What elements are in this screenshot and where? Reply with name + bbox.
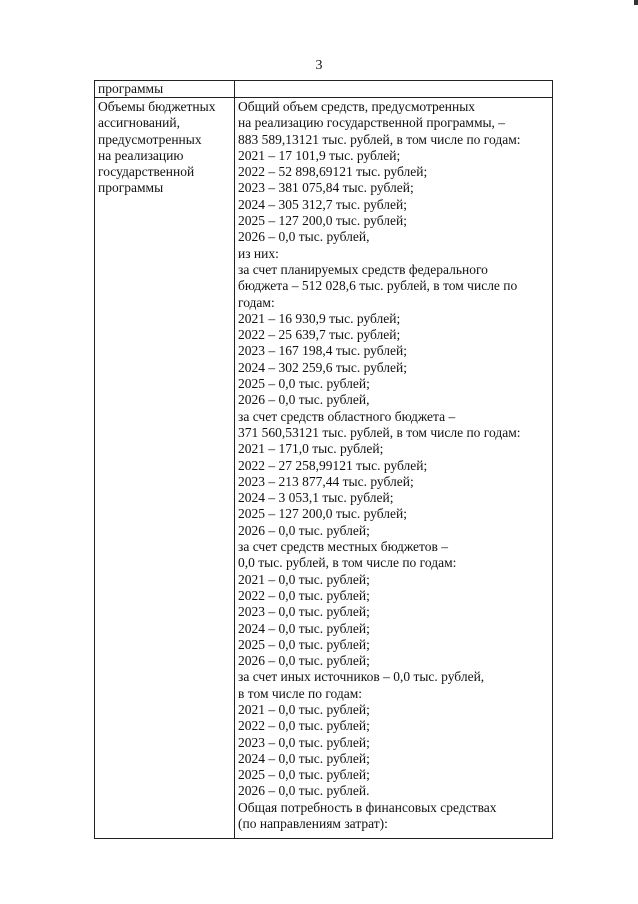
value-cell-budget-details [238, 99, 550, 832]
budget-line-37: в том числе по годам: [238, 685, 363, 701]
page-number: 3 [315, 58, 323, 73]
budget-line-19: 2026 – 0,0 тыс. рублей, [238, 392, 370, 408]
budget-line-3: 883 589,13121 тыс. рублей, в том числе по годам: [238, 131, 521, 147]
budget-line-20: за счет средств областного бюджета – [238, 408, 456, 424]
budget-line-24: 2023 – 213 877,44 тыс. рублей; [238, 473, 414, 489]
budget-line-11: за счет планируемых средств федерального [238, 261, 488, 277]
budget-line-28: за счет средств местных бюджетов – [238, 539, 448, 555]
budget-line-6: 2023 – 381 075,84 тыс. рублей; [238, 180, 414, 196]
label-line-4: на реализацию [98, 147, 184, 163]
budget-line-44: Общая потребность в финансовых средствах [238, 799, 497, 815]
label-line-6: программы [98, 180, 164, 196]
budget-line-7: 2024 – 305 312,7 тыс. рублей; [238, 196, 407, 212]
budget-line-13: годам: [238, 294, 275, 310]
scan-artifact [634, 0, 638, 5]
label-line-3: предусмотренных [98, 131, 202, 147]
budget-line-32: 2023 – 0,0 тыс. рублей; [238, 604, 370, 620]
label-line-2: ассигнований, [98, 115, 180, 131]
program-budget-table [94, 80, 553, 839]
budget-line-39: 2022 – 0,0 тыс. рублей; [238, 718, 370, 734]
budget-line-17: 2024 – 302 259,6 тыс. рублей; [238, 359, 407, 375]
budget-line-35: 2026 – 0,0 тыс. рублей; [238, 653, 370, 669]
budget-line-9: 2026 – 0,0 тыс. рублей, [238, 229, 370, 245]
budget-line-30: 2021 – 0,0 тыс. рублей; [238, 571, 370, 587]
budget-line-2: на реализацию государственной программы, – [238, 115, 506, 131]
budget-line-15: 2022 – 25 639,7 тыс. рублей; [238, 327, 401, 343]
budget-line-29: 0,0 тыс. рублей, в том числе по годам: [238, 555, 457, 571]
budget-line-22: 2021 – 171,0 тыс. рублей; [238, 441, 384, 457]
budget-line-42: 2025 – 0,0 тыс. рублей; [238, 767, 370, 783]
budget-line-36: за счет иных источников – 0,0 тыс. рублей, [238, 669, 485, 685]
header-cell-program: программы [98, 81, 164, 96]
column-divider [234, 81, 235, 838]
budget-line-14: 2021 – 16 930,9 тыс. рублей; [238, 310, 401, 326]
budget-line-12: бюджета – 512 028,6 тыс. рублей, в том числе по [238, 278, 518, 294]
budget-line-16: 2023 – 167 198,4 тыс. рублей; [238, 343, 407, 359]
label-line-5: государственной [98, 164, 195, 180]
budget-line-27: 2026 – 0,0 тыс. рублей; [238, 522, 370, 538]
budget-line-8: 2025 – 127 200,0 тыс. рублей; [238, 213, 407, 229]
budget-line-26: 2025 – 127 200,0 тыс. рублей; [238, 506, 407, 522]
table-header-row [95, 81, 552, 98]
budget-line-43: 2026 – 0,0 тыс. рублей. [238, 783, 370, 799]
budget-line-31: 2022 – 0,0 тыс. рублей; [238, 587, 370, 603]
label-line-1: Объемы бюджетных [98, 99, 216, 114]
label-cell-budget-allocations [98, 99, 232, 197]
budget-line-33: 2024 – 0,0 тыс. рублей; [238, 620, 370, 636]
budget-line-40: 2023 – 0,0 тыс. рублей; [238, 734, 370, 750]
budget-line-18: 2025 – 0,0 тыс. рублей; [238, 376, 370, 392]
budget-line-21: 371 560,53121 тыс. рублей, в том числе по годам: [238, 424, 521, 440]
budget-line-1: Общий объем средств, предусмотренных [238, 99, 476, 114]
budget-line-4: 2021 – 17 101,9 тыс. рублей; [238, 147, 401, 163]
budget-line-45: (по направлениям затрат): [238, 816, 388, 832]
budget-line-10: из них: [238, 245, 279, 261]
budget-line-34: 2025 – 0,0 тыс. рублей; [238, 636, 370, 652]
budget-line-41: 2024 – 0,0 тыс. рублей; [238, 750, 370, 766]
budget-line-25: 2024 – 3 053,1 тыс. рублей; [238, 490, 394, 506]
budget-line-38: 2021 – 0,0 тыс. рублей; [238, 701, 370, 717]
budget-line-5: 2022 – 52 898,69121 тыс. рублей; [238, 164, 428, 180]
budget-line-23: 2022 – 27 258,99121 тыс. рублей; [238, 457, 428, 473]
